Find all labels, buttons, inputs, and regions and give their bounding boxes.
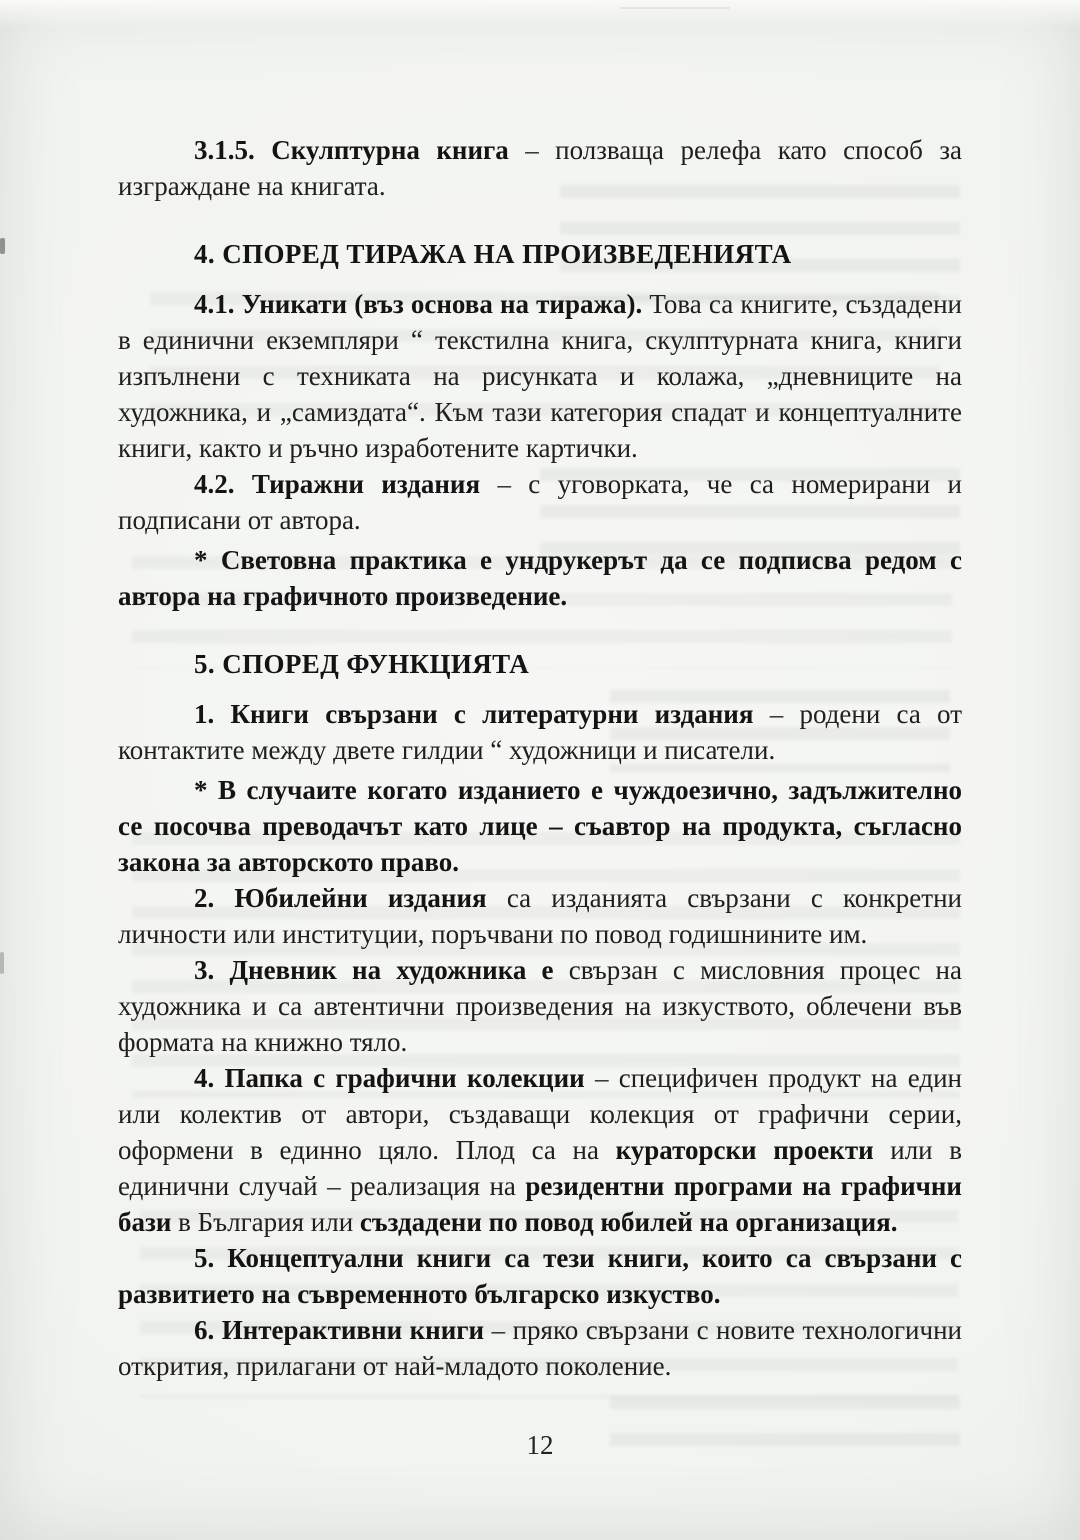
paragraph-item-5	[118, 1240, 962, 1312]
term-editions: 4.2. Тиражни издания	[194, 469, 481, 499]
paragraph-4-2	[118, 466, 962, 538]
body-text: – специфичен продукт на един или колектив от автори, създаващи колекция от графични серии, оформени в единно цяло. Плод са на	[118, 1063, 962, 1165]
scan-mark	[620, 7, 730, 9]
body-text: или в единични случай – реализация на	[118, 1135, 962, 1201]
term-conceptual-books: 5. Концептуални книги са тези книги, които са свързани с развитието на съвременното българско изкуство.	[118, 1243, 962, 1309]
term-curator-projects: кураторски проекти	[615, 1135, 874, 1165]
paragraph-item-6	[118, 1312, 962, 1384]
scan-mark	[0, 952, 4, 974]
paragraph-3-1-5	[118, 132, 962, 204]
note-translator	[118, 772, 962, 880]
scan-mark	[0, 238, 5, 254]
body-text: – с уговорката, че са номерирани и подписани от автора.	[118, 469, 963, 535]
note-world-practice	[118, 542, 962, 614]
body-text: са изданията свързани с конкретни личности или институции, поръчвани по повод годишнините им.	[118, 883, 962, 949]
term-sculpture-book: 3.1.5. Скулптурна книга	[194, 135, 509, 165]
note-text: * Световна практика е ундрукерът да се подписва редом с автора на графичното произведение.	[118, 545, 962, 611]
paragraph-4-1	[118, 286, 962, 466]
term-jubilee-editions: 2. Юбилейни издания	[194, 883, 487, 913]
body-text: – родени са от контактите между двете гилдии “ художници и писатели.	[118, 699, 962, 765]
term-resident-programs: резидентни програми на графични бази	[118, 1171, 962, 1237]
body-text: свързан с мисловния процес на художника и са автентични произведения на изкуството, облечени във формата на книжно тяло.	[118, 955, 962, 1057]
document-body	[118, 132, 962, 1384]
term-artist-diary: 3. Дневник на художника е	[194, 955, 554, 985]
term-jubilee-created: създадени по повод юбилей на организация.	[359, 1207, 898, 1237]
term-graphic-folder: 4. Папка с графични колекции	[194, 1063, 585, 1093]
paragraph-item-1	[118, 696, 962, 768]
term-unicates: 4.1. Уникати (въз основа на тиража).	[194, 289, 643, 319]
term-literary-books: 1. Книги свързани с литературни издания	[194, 699, 754, 729]
page-number: 12	[526, 1430, 554, 1460]
heading-section-5: 5. СПОРЕД ФУНКЦИЯТА	[194, 649, 530, 679]
body-text: – ползваща релефа като способ за изграждане на книгата.	[118, 135, 962, 201]
scan-edge-artifact	[0, 0, 1080, 28]
body-text: Това са книгите, създадени в единични екземпляри “ текстилна книга, скулптурната книга, книги изпълнени с техниката на рисунката и колажа, „дневниците на художника, и „самиздата“. Към тази категория спадат и концептуалните книги, както и ръчно изработените картички.	[118, 289, 962, 463]
body-text: в България или	[171, 1207, 360, 1237]
paragraph-item-4	[118, 1060, 962, 1240]
heading-section-4: 4. СПОРЕД ТИРАЖА НА ПРОИЗВЕДЕНИЯТА	[194, 239, 792, 269]
paragraph-item-3	[118, 952, 962, 1060]
note-text: * В случаите когато изданието е чуждоезично, задължително се посочва преводачът като лице – съавтор на продукта, съгласно закона за авторското право.	[118, 775, 962, 877]
body-text: – пряко свързани с новите технологични открития, прилагани от най-младото поколение.	[118, 1315, 962, 1381]
term-interactive-books: 6. Интерактивни книги	[194, 1315, 485, 1345]
paragraph-item-2	[118, 880, 962, 952]
